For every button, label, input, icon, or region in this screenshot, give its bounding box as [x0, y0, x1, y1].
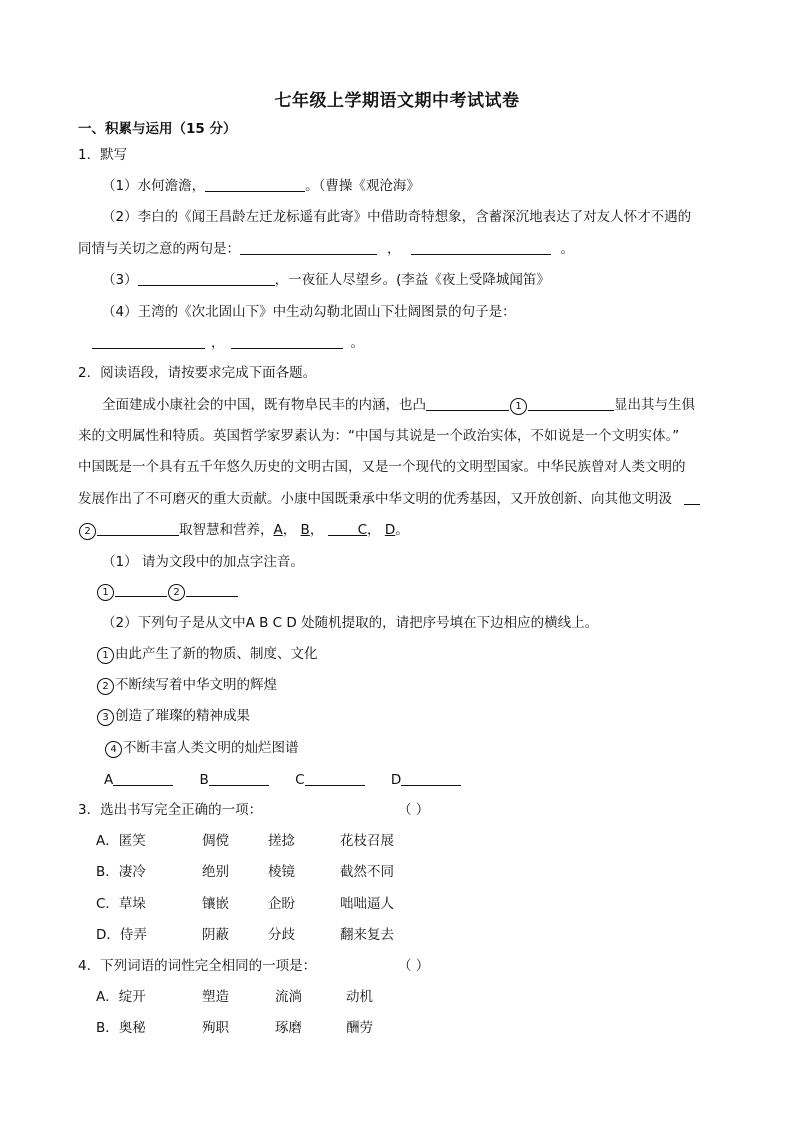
sentence-text: 不断丰富人类文明的灿烂图谱: [123, 740, 299, 756]
question-1-stem: 1．默写: [78, 147, 128, 163]
circled-number: 3: [97, 709, 114, 726]
option-c-word: 咄咄逼人: [340, 896, 394, 912]
answer-blank[interactable]: [240, 240, 377, 255]
abcd-answers: [104, 770, 461, 790]
option-a-label: A．绽开: [96, 989, 146, 1005]
answer-blank[interactable]: [186, 582, 238, 597]
option-b-word: 琢磨: [275, 1020, 302, 1036]
question-2-stem: 2．阅读语段，请按要求完成下面各题。: [78, 365, 317, 381]
circled-number: 2: [97, 678, 114, 695]
option-a-word: 动机: [346, 989, 373, 1005]
question-2-sub-1: （1） 请为文段中的加点字注音。: [102, 554, 304, 570]
option-b-word: 酬劳: [346, 1020, 373, 1036]
option-a-label: A．匿笑: [96, 833, 146, 849]
question-1-part-4: （4）王湾的《次北固山下》中生动勾勒北固山下壮阔图景的句子是：: [102, 304, 516, 320]
fill-label-a: A: [104, 772, 114, 788]
passage-line-5: 2 取智慧和营养，A， B， C， D。: [78, 520, 409, 540]
answer-blank[interactable]: [97, 521, 179, 536]
answer-blank[interactable]: [528, 396, 614, 411]
answer-blank[interactable]: [411, 240, 551, 255]
passage-line-2: 来的文明属性和特质。英国哲学家罗素认为：“中国与其说是一个政治实体，不如说是一个文明实体。”: [78, 428, 680, 444]
option-a-word: 花枝召展: [340, 833, 394, 849]
sentence-text: 创造了璀璨的精神成果: [115, 708, 250, 724]
passage-text: 全面建成小康社会的中国，既有物阜民丰的内涵，也凸: [102, 397, 426, 413]
option-b-label: B．奥秘: [96, 1020, 146, 1036]
answer-blank[interactable]: [684, 490, 700, 505]
option-a-word: 搓捻: [268, 833, 295, 849]
option-b-word: 棱镜: [268, 864, 295, 880]
fill-label-d: D: [390, 772, 402, 788]
answer-blank[interactable]: [115, 582, 167, 597]
option-b-word: 绝别: [202, 864, 229, 880]
option-d-word: 分歧: [268, 927, 295, 943]
answer-blank[interactable]: [426, 396, 509, 411]
q1a-text: （1）水何澹澹，: [102, 178, 206, 194]
answer-blank[interactable]: [209, 771, 269, 786]
circled-number: 2: [79, 523, 96, 540]
option-b-word: 殉职: [202, 1020, 229, 1036]
answer-blank[interactable]: [401, 771, 461, 786]
answer-parentheses[interactable]: （ ）: [398, 958, 430, 974]
answer-blank[interactable]: [205, 177, 305, 192]
marker-b: B: [300, 522, 310, 538]
option-a-word: 塑造: [202, 989, 229, 1005]
sentence-text: 不断续写着中华文明的辉煌: [115, 677, 277, 693]
sentence-option-3: [96, 706, 250, 726]
question-1-part-4-answers: [92, 333, 364, 353]
question-2-sub-2: （2）下列句子是从文中A B C D 处随机提取的，请把序号填在下边相应的横线上。: [102, 615, 599, 631]
circled-number: 2: [168, 584, 185, 601]
page-title: 七年级上学期语文期中考试试卷: [274, 91, 520, 111]
q1b-text: 同情与关切之意的两句是：: [78, 241, 240, 257]
question-1-part-1: [102, 176, 420, 196]
option-b-label: B．凄冷: [96, 864, 146, 880]
question-1-part-3: [102, 270, 550, 290]
passage-line-3: 中国既是一个具有五千年悠久历史的文明古国，又是一个现代的文明型国家。中华民族曾对人类文明的: [78, 459, 686, 475]
circled-number: 1: [510, 398, 527, 415]
answer-blank[interactable]: [305, 771, 365, 786]
passage-text: 显出其与生俱: [614, 397, 695, 413]
q1a-source: 。（曹操《观沧海》: [305, 178, 420, 194]
answer-parentheses[interactable]: （ ）: [398, 802, 430, 818]
answer-blank[interactable]: [138, 271, 275, 286]
pinyin-answers: [96, 581, 238, 601]
q1c-text: ，一夜征人尽望乡。(李益《夜上受降城闻笛》: [274, 272, 550, 288]
passage-line-4: [78, 489, 700, 509]
comma: ，: [211, 335, 225, 351]
option-a-word: 流淌: [275, 989, 302, 1005]
marker-c: C: [357, 522, 368, 538]
period: 。: [350, 335, 364, 351]
sentence-option-4: [104, 738, 299, 758]
period: 。: [560, 241, 574, 257]
answer-blank[interactable]: [231, 334, 343, 349]
section-heading: 一、积累与运用（15 分）: [78, 121, 237, 137]
marker-d: D: [384, 522, 396, 538]
fill-label-b: B: [199, 772, 209, 788]
circled-number: 1: [97, 647, 114, 664]
comma: ，: [387, 241, 401, 257]
option-b-word: 截然不同: [340, 864, 394, 880]
answer-blank[interactable]: [328, 521, 358, 536]
option-d-word: 翻来复去: [340, 927, 394, 943]
question-1-part-2-line2: [78, 239, 574, 259]
question-3-stem: 3．选出书写完全正确的一项：: [78, 802, 263, 818]
option-d-label: D．侍弄: [96, 927, 147, 943]
q1c-label: （3）: [102, 272, 138, 288]
passage-line-1: [102, 395, 695, 415]
period: 。: [395, 522, 409, 538]
answer-blank[interactable]: [113, 771, 173, 786]
sentence-option-2: [96, 675, 277, 695]
marker-a: A: [273, 522, 283, 538]
circled-number: 1: [97, 584, 114, 601]
option-a-word: 倜傥: [202, 833, 229, 849]
passage-text: 发展作出了不可磨灭的重大贡献。小康中国既秉承中华文明的优秀基因，又开放创新、向其他文明汲: [78, 491, 672, 507]
option-d-word: 阴蔽: [202, 927, 229, 943]
question-1-part-2-line1: （2）李白的《闻王昌龄左迁龙标遥有此寄》中借助奇特想象，含蓄深沉地表达了对友人怀才不遇的: [102, 209, 692, 225]
option-c-word: 镶嵌: [202, 896, 229, 912]
passage-text: 取智慧和营养，: [179, 522, 274, 538]
option-c-label: C．草垛: [96, 896, 146, 912]
option-c-word: 企盼: [268, 896, 295, 912]
sentence-text: 由此产生了新的物质、制度、文化: [115, 646, 318, 662]
answer-blank[interactable]: [92, 334, 205, 349]
circled-number: 4: [105, 741, 122, 758]
fill-label-c: C: [295, 772, 305, 788]
sentence-option-1: [96, 644, 318, 664]
question-4-stem: 4．下列词语的词性完全相同的一项是：: [78, 958, 317, 974]
